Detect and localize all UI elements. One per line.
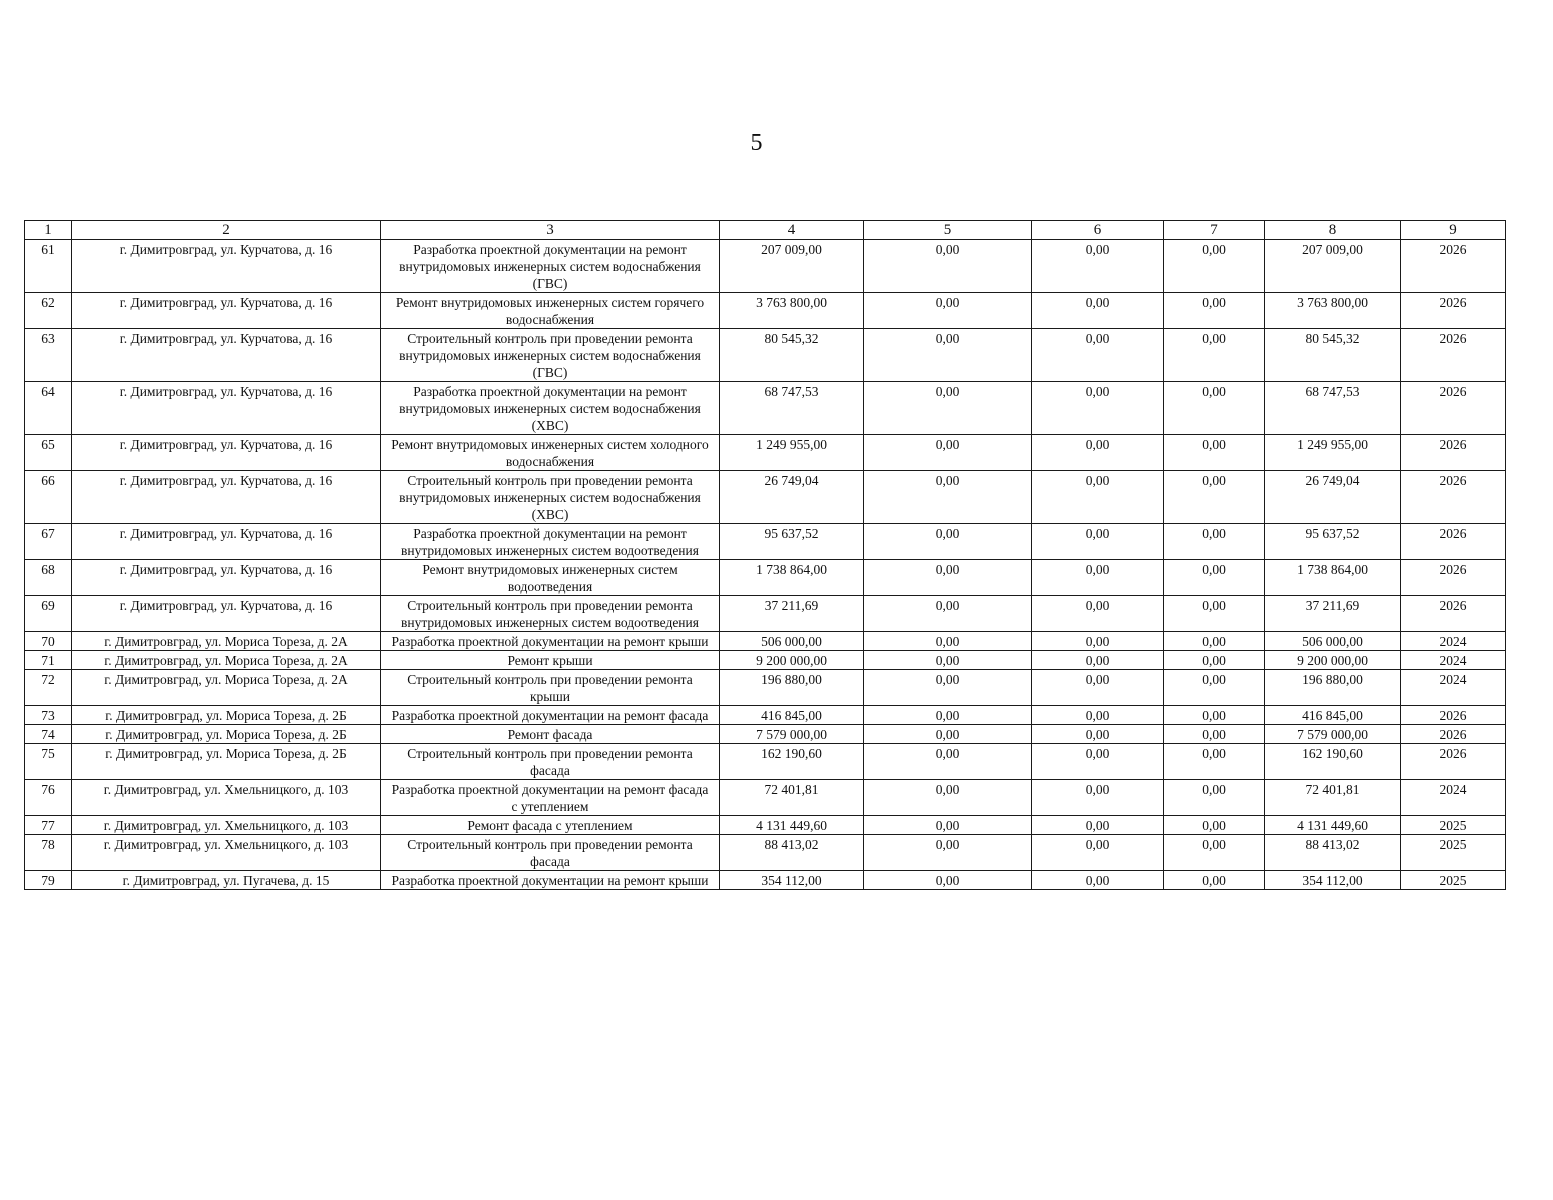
amount-col5-cell: 0,00 bbox=[864, 596, 1032, 632]
work-description-cell: Строительный контроль при проведении ремонта внутридомовых инженерных систем водоснабжения (ХВС) bbox=[381, 471, 720, 524]
column-header: 7 bbox=[1164, 221, 1265, 240]
work-description-cell: Разработка проектной документации на ремонт внутридомовых инженерных систем водоотведения bbox=[381, 524, 720, 560]
year-cell: 2026 bbox=[1401, 706, 1506, 725]
row-number-cell: 70 bbox=[25, 632, 72, 651]
table-row bbox=[25, 744, 1506, 780]
address-cell: г. Димитровград, ул. Курчатова, д. 16 bbox=[72, 596, 381, 632]
work-description-cell: Строительный контроль при проведении ремонта внутридомовых инженерных систем водоотведения bbox=[381, 596, 720, 632]
work-description-cell: Разработка проектной документации на ремонт внутридомовых инженерных систем водоснабжения (ХВС) bbox=[381, 382, 720, 435]
year-cell: 2026 bbox=[1401, 560, 1506, 596]
amount-col4-cell: 207 009,00 bbox=[720, 240, 864, 293]
table-row bbox=[25, 780, 1506, 816]
amount-col8-cell: 1 738 864,00 bbox=[1265, 560, 1401, 596]
year-cell: 2026 bbox=[1401, 744, 1506, 780]
amount-col8-cell: 416 845,00 bbox=[1265, 706, 1401, 725]
amount-col6-cell: 0,00 bbox=[1032, 816, 1164, 835]
table-row bbox=[25, 871, 1506, 890]
row-number-cell: 73 bbox=[25, 706, 72, 725]
address-cell: г. Димитровград, ул. Курчатова, д. 16 bbox=[72, 471, 381, 524]
table-row bbox=[25, 651, 1506, 670]
work-description-cell: Строительный контроль при проведении ремонта внутридомовых инженерных систем водоснабжения (ГВС) bbox=[381, 329, 720, 382]
amount-col4-cell: 506 000,00 bbox=[720, 632, 864, 651]
amount-col6-cell: 0,00 bbox=[1032, 329, 1164, 382]
amount-col4-cell: 416 845,00 bbox=[720, 706, 864, 725]
amount-col7-cell: 0,00 bbox=[1164, 816, 1265, 835]
year-cell: 2026 bbox=[1401, 240, 1506, 293]
table-row bbox=[25, 835, 1506, 871]
column-header: 5 bbox=[864, 221, 1032, 240]
year-cell: 2026 bbox=[1401, 725, 1506, 744]
amount-col8-cell: 1 249 955,00 bbox=[1265, 435, 1401, 471]
year-cell: 2025 bbox=[1401, 871, 1506, 890]
work-description-cell: Разработка проектной документации на ремонт фасада bbox=[381, 706, 720, 725]
amount-col7-cell: 0,00 bbox=[1164, 670, 1265, 706]
address-cell: г. Димитровград, ул. Курчатова, д. 16 bbox=[72, 435, 381, 471]
row-number-cell: 66 bbox=[25, 471, 72, 524]
amount-col8-cell: 207 009,00 bbox=[1265, 240, 1401, 293]
column-header: 2 bbox=[72, 221, 381, 240]
amount-col6-cell: 0,00 bbox=[1032, 725, 1164, 744]
address-cell: г. Димитровград, ул. Курчатова, д. 16 bbox=[72, 240, 381, 293]
column-number-header-row bbox=[25, 221, 1506, 240]
amount-col4-cell: 1 249 955,00 bbox=[720, 435, 864, 471]
year-cell: 2024 bbox=[1401, 780, 1506, 816]
amount-col5-cell: 0,00 bbox=[864, 780, 1032, 816]
year-cell: 2026 bbox=[1401, 524, 1506, 560]
amount-col4-cell: 80 545,32 bbox=[720, 329, 864, 382]
year-cell: 2024 bbox=[1401, 651, 1506, 670]
amount-col8-cell: 3 763 800,00 bbox=[1265, 293, 1401, 329]
amount-col7-cell: 0,00 bbox=[1164, 596, 1265, 632]
work-description-cell: Разработка проектной документации на ремонт внутридомовых инженерных систем водоснабжения (ГВС) bbox=[381, 240, 720, 293]
table-row bbox=[25, 596, 1506, 632]
work-description-cell: Ремонт фасада с утеплением bbox=[381, 816, 720, 835]
amount-col8-cell: 37 211,69 bbox=[1265, 596, 1401, 632]
amount-col7-cell: 0,00 bbox=[1164, 435, 1265, 471]
address-cell: г. Димитровград, ул. Хмельницкого, д. 103 bbox=[72, 780, 381, 816]
amount-col8-cell: 9 200 000,00 bbox=[1265, 651, 1401, 670]
amount-col7-cell: 0,00 bbox=[1164, 382, 1265, 435]
address-cell: г. Димитровград, ул. Мориса Тореза, д. 2А bbox=[72, 670, 381, 706]
work-description-cell: Разработка проектной документации на ремонт крыши bbox=[381, 632, 720, 651]
amount-col5-cell: 0,00 bbox=[864, 293, 1032, 329]
row-number-cell: 79 bbox=[25, 871, 72, 890]
amount-col4-cell: 196 880,00 bbox=[720, 670, 864, 706]
amount-col7-cell: 0,00 bbox=[1164, 835, 1265, 871]
amount-col5-cell: 0,00 bbox=[864, 632, 1032, 651]
amount-col7-cell: 0,00 bbox=[1164, 744, 1265, 780]
row-number-cell: 76 bbox=[25, 780, 72, 816]
year-cell: 2026 bbox=[1401, 596, 1506, 632]
row-number-cell: 69 bbox=[25, 596, 72, 632]
column-header: 1 bbox=[25, 221, 72, 240]
amount-col6-cell: 0,00 bbox=[1032, 382, 1164, 435]
amount-col8-cell: 26 749,04 bbox=[1265, 471, 1401, 524]
year-cell: 2025 bbox=[1401, 835, 1506, 871]
amount-col6-cell: 0,00 bbox=[1032, 293, 1164, 329]
row-number-cell: 77 bbox=[25, 816, 72, 835]
address-cell: г. Димитровград, ул. Хмельницкого, д. 103 bbox=[72, 816, 381, 835]
amount-col8-cell: 68 747,53 bbox=[1265, 382, 1401, 435]
row-number-cell: 68 bbox=[25, 560, 72, 596]
address-cell: г. Димитровград, ул. Мориса Тореза, д. 2Б bbox=[72, 744, 381, 780]
amount-col7-cell: 0,00 bbox=[1164, 651, 1265, 670]
amount-col4-cell: 72 401,81 bbox=[720, 780, 864, 816]
work-description-cell: Разработка проектной документации на ремонт крыши bbox=[381, 871, 720, 890]
year-cell: 2026 bbox=[1401, 471, 1506, 524]
amount-col5-cell: 0,00 bbox=[864, 329, 1032, 382]
table-row bbox=[25, 706, 1506, 725]
amount-col5-cell: 0,00 bbox=[864, 471, 1032, 524]
amount-col6-cell: 0,00 bbox=[1032, 780, 1164, 816]
table-row bbox=[25, 725, 1506, 744]
table-row bbox=[25, 670, 1506, 706]
amount-col5-cell: 0,00 bbox=[864, 670, 1032, 706]
amount-col4-cell: 9 200 000,00 bbox=[720, 651, 864, 670]
column-header: 8 bbox=[1265, 221, 1401, 240]
year-cell: 2026 bbox=[1401, 329, 1506, 382]
address-cell: г. Димитровград, ул. Курчатова, д. 16 bbox=[72, 329, 381, 382]
table-row bbox=[25, 816, 1506, 835]
amount-col8-cell: 95 637,52 bbox=[1265, 524, 1401, 560]
amount-col7-cell: 0,00 bbox=[1164, 524, 1265, 560]
amount-col4-cell: 26 749,04 bbox=[720, 471, 864, 524]
amount-col6-cell: 0,00 bbox=[1032, 596, 1164, 632]
work-description-cell: Ремонт внутридомовых инженерных систем водоотведения bbox=[381, 560, 720, 596]
address-cell: г. Димитровград, ул. Мориса Тореза, д. 2Б bbox=[72, 725, 381, 744]
row-number-cell: 78 bbox=[25, 835, 72, 871]
row-number-cell: 71 bbox=[25, 651, 72, 670]
row-number-cell: 64 bbox=[25, 382, 72, 435]
amount-col5-cell: 0,00 bbox=[864, 744, 1032, 780]
work-description-cell: Строительный контроль при проведении ремонта крыши bbox=[381, 670, 720, 706]
address-cell: г. Димитровград, ул. Курчатова, д. 16 bbox=[72, 524, 381, 560]
amount-col4-cell: 1 738 864,00 bbox=[720, 560, 864, 596]
work-description-cell: Ремонт фасада bbox=[381, 725, 720, 744]
amount-col8-cell: 72 401,81 bbox=[1265, 780, 1401, 816]
amount-col5-cell: 0,00 bbox=[864, 816, 1032, 835]
amount-col6-cell: 0,00 bbox=[1032, 240, 1164, 293]
address-cell: г. Димитровград, ул. Мориса Тореза, д. 2Б bbox=[72, 706, 381, 725]
amount-col6-cell: 0,00 bbox=[1032, 670, 1164, 706]
amount-col6-cell: 0,00 bbox=[1032, 651, 1164, 670]
repair-register-table bbox=[24, 220, 1506, 890]
year-cell: 2024 bbox=[1401, 632, 1506, 651]
row-number-cell: 61 bbox=[25, 240, 72, 293]
address-cell: г. Димитровград, ул. Мориса Тореза, д. 2А bbox=[72, 632, 381, 651]
table-row bbox=[25, 382, 1506, 435]
amount-col5-cell: 0,00 bbox=[864, 871, 1032, 890]
amount-col6-cell: 0,00 bbox=[1032, 871, 1164, 890]
amount-col6-cell: 0,00 bbox=[1032, 524, 1164, 560]
amount-col7-cell: 0,00 bbox=[1164, 471, 1265, 524]
row-number-cell: 65 bbox=[25, 435, 72, 471]
amount-col8-cell: 354 112,00 bbox=[1265, 871, 1401, 890]
amount-col5-cell: 0,00 bbox=[864, 725, 1032, 744]
amount-col7-cell: 0,00 bbox=[1164, 240, 1265, 293]
table-row bbox=[25, 240, 1506, 293]
amount-col6-cell: 0,00 bbox=[1032, 471, 1164, 524]
year-cell: 2026 bbox=[1401, 435, 1506, 471]
amount-col8-cell: 80 545,32 bbox=[1265, 329, 1401, 382]
work-description-cell: Ремонт крыши bbox=[381, 651, 720, 670]
amount-col5-cell: 0,00 bbox=[864, 240, 1032, 293]
page-number: 5 bbox=[750, 130, 763, 156]
address-cell: г. Димитровград, ул. Мориса Тореза, д. 2А bbox=[72, 651, 381, 670]
amount-col8-cell: 88 413,02 bbox=[1265, 835, 1401, 871]
year-cell: 2026 bbox=[1401, 293, 1506, 329]
amount-col5-cell: 0,00 bbox=[864, 382, 1032, 435]
row-number-cell: 63 bbox=[25, 329, 72, 382]
row-number-cell: 62 bbox=[25, 293, 72, 329]
row-number-cell: 72 bbox=[25, 670, 72, 706]
table-row bbox=[25, 329, 1506, 382]
address-cell: г. Димитровград, ул. Курчатова, д. 16 bbox=[72, 382, 381, 435]
address-cell: г. Димитровград, ул. Курчатова, д. 16 bbox=[72, 293, 381, 329]
amount-col7-cell: 0,00 bbox=[1164, 293, 1265, 329]
amount-col4-cell: 4 131 449,60 bbox=[720, 816, 864, 835]
year-cell: 2024 bbox=[1401, 670, 1506, 706]
amount-col4-cell: 7 579 000,00 bbox=[720, 725, 864, 744]
amount-col4-cell: 354 112,00 bbox=[720, 871, 864, 890]
amount-col5-cell: 0,00 bbox=[864, 651, 1032, 670]
work-description-cell: Ремонт внутридомовых инженерных систем холодного водоснабжения bbox=[381, 435, 720, 471]
column-header: 6 bbox=[1032, 221, 1164, 240]
amount-col8-cell: 4 131 449,60 bbox=[1265, 816, 1401, 835]
amount-col6-cell: 0,00 bbox=[1032, 632, 1164, 651]
amount-col6-cell: 0,00 bbox=[1032, 435, 1164, 471]
amount-col4-cell: 68 747,53 bbox=[720, 382, 864, 435]
amount-col8-cell: 7 579 000,00 bbox=[1265, 725, 1401, 744]
year-cell: 2026 bbox=[1401, 382, 1506, 435]
amount-col7-cell: 0,00 bbox=[1164, 560, 1265, 596]
row-number-cell: 67 bbox=[25, 524, 72, 560]
work-description-cell: Ремонт внутридомовых инженерных систем горячего водоснабжения bbox=[381, 293, 720, 329]
year-cell: 2025 bbox=[1401, 816, 1506, 835]
row-number-cell: 75 bbox=[25, 744, 72, 780]
amount-col4-cell: 3 763 800,00 bbox=[720, 293, 864, 329]
amount-col8-cell: 506 000,00 bbox=[1265, 632, 1401, 651]
column-header: 4 bbox=[720, 221, 864, 240]
amount-col6-cell: 0,00 bbox=[1032, 560, 1164, 596]
row-number-cell: 74 bbox=[25, 725, 72, 744]
amount-col7-cell: 0,00 bbox=[1164, 725, 1265, 744]
work-description-cell: Строительный контроль при проведении ремонта фасада bbox=[381, 744, 720, 780]
address-cell: г. Димитровград, ул. Пугачева, д. 15 bbox=[72, 871, 381, 890]
amount-col5-cell: 0,00 bbox=[864, 560, 1032, 596]
amount-col6-cell: 0,00 bbox=[1032, 835, 1164, 871]
amount-col7-cell: 0,00 bbox=[1164, 871, 1265, 890]
table-row bbox=[25, 471, 1506, 524]
amount-col7-cell: 0,00 bbox=[1164, 706, 1265, 725]
work-description-cell: Разработка проектной документации на ремонт фасада с утеплением bbox=[381, 780, 720, 816]
amount-col4-cell: 162 190,60 bbox=[720, 744, 864, 780]
amount-col8-cell: 162 190,60 bbox=[1265, 744, 1401, 780]
amount-col5-cell: 0,00 bbox=[864, 435, 1032, 471]
amount-col5-cell: 0,00 bbox=[864, 835, 1032, 871]
amount-col5-cell: 0,00 bbox=[864, 524, 1032, 560]
address-cell: г. Димитровград, ул. Курчатова, д. 16 bbox=[72, 560, 381, 596]
amount-col6-cell: 0,00 bbox=[1032, 706, 1164, 725]
address-cell: г. Димитровград, ул. Хмельницкого, д. 103 bbox=[72, 835, 381, 871]
amount-col4-cell: 88 413,02 bbox=[720, 835, 864, 871]
work-description-cell: Строительный контроль при проведении ремонта фасада bbox=[381, 835, 720, 871]
amount-col4-cell: 95 637,52 bbox=[720, 524, 864, 560]
amount-col7-cell: 0,00 bbox=[1164, 780, 1265, 816]
amount-col6-cell: 0,00 bbox=[1032, 744, 1164, 780]
amount-col4-cell: 37 211,69 bbox=[720, 596, 864, 632]
table-row bbox=[25, 293, 1506, 329]
table-row bbox=[25, 632, 1506, 651]
column-header: 3 bbox=[381, 221, 720, 240]
table-row bbox=[25, 560, 1506, 596]
amount-col7-cell: 0,00 bbox=[1164, 329, 1265, 382]
amount-col8-cell: 196 880,00 bbox=[1265, 670, 1401, 706]
amount-col7-cell: 0,00 bbox=[1164, 632, 1265, 651]
column-header: 9 bbox=[1401, 221, 1506, 240]
table-row bbox=[25, 435, 1506, 471]
table-body bbox=[25, 240, 1506, 890]
amount-col5-cell: 0,00 bbox=[864, 706, 1032, 725]
table-row bbox=[25, 524, 1506, 560]
